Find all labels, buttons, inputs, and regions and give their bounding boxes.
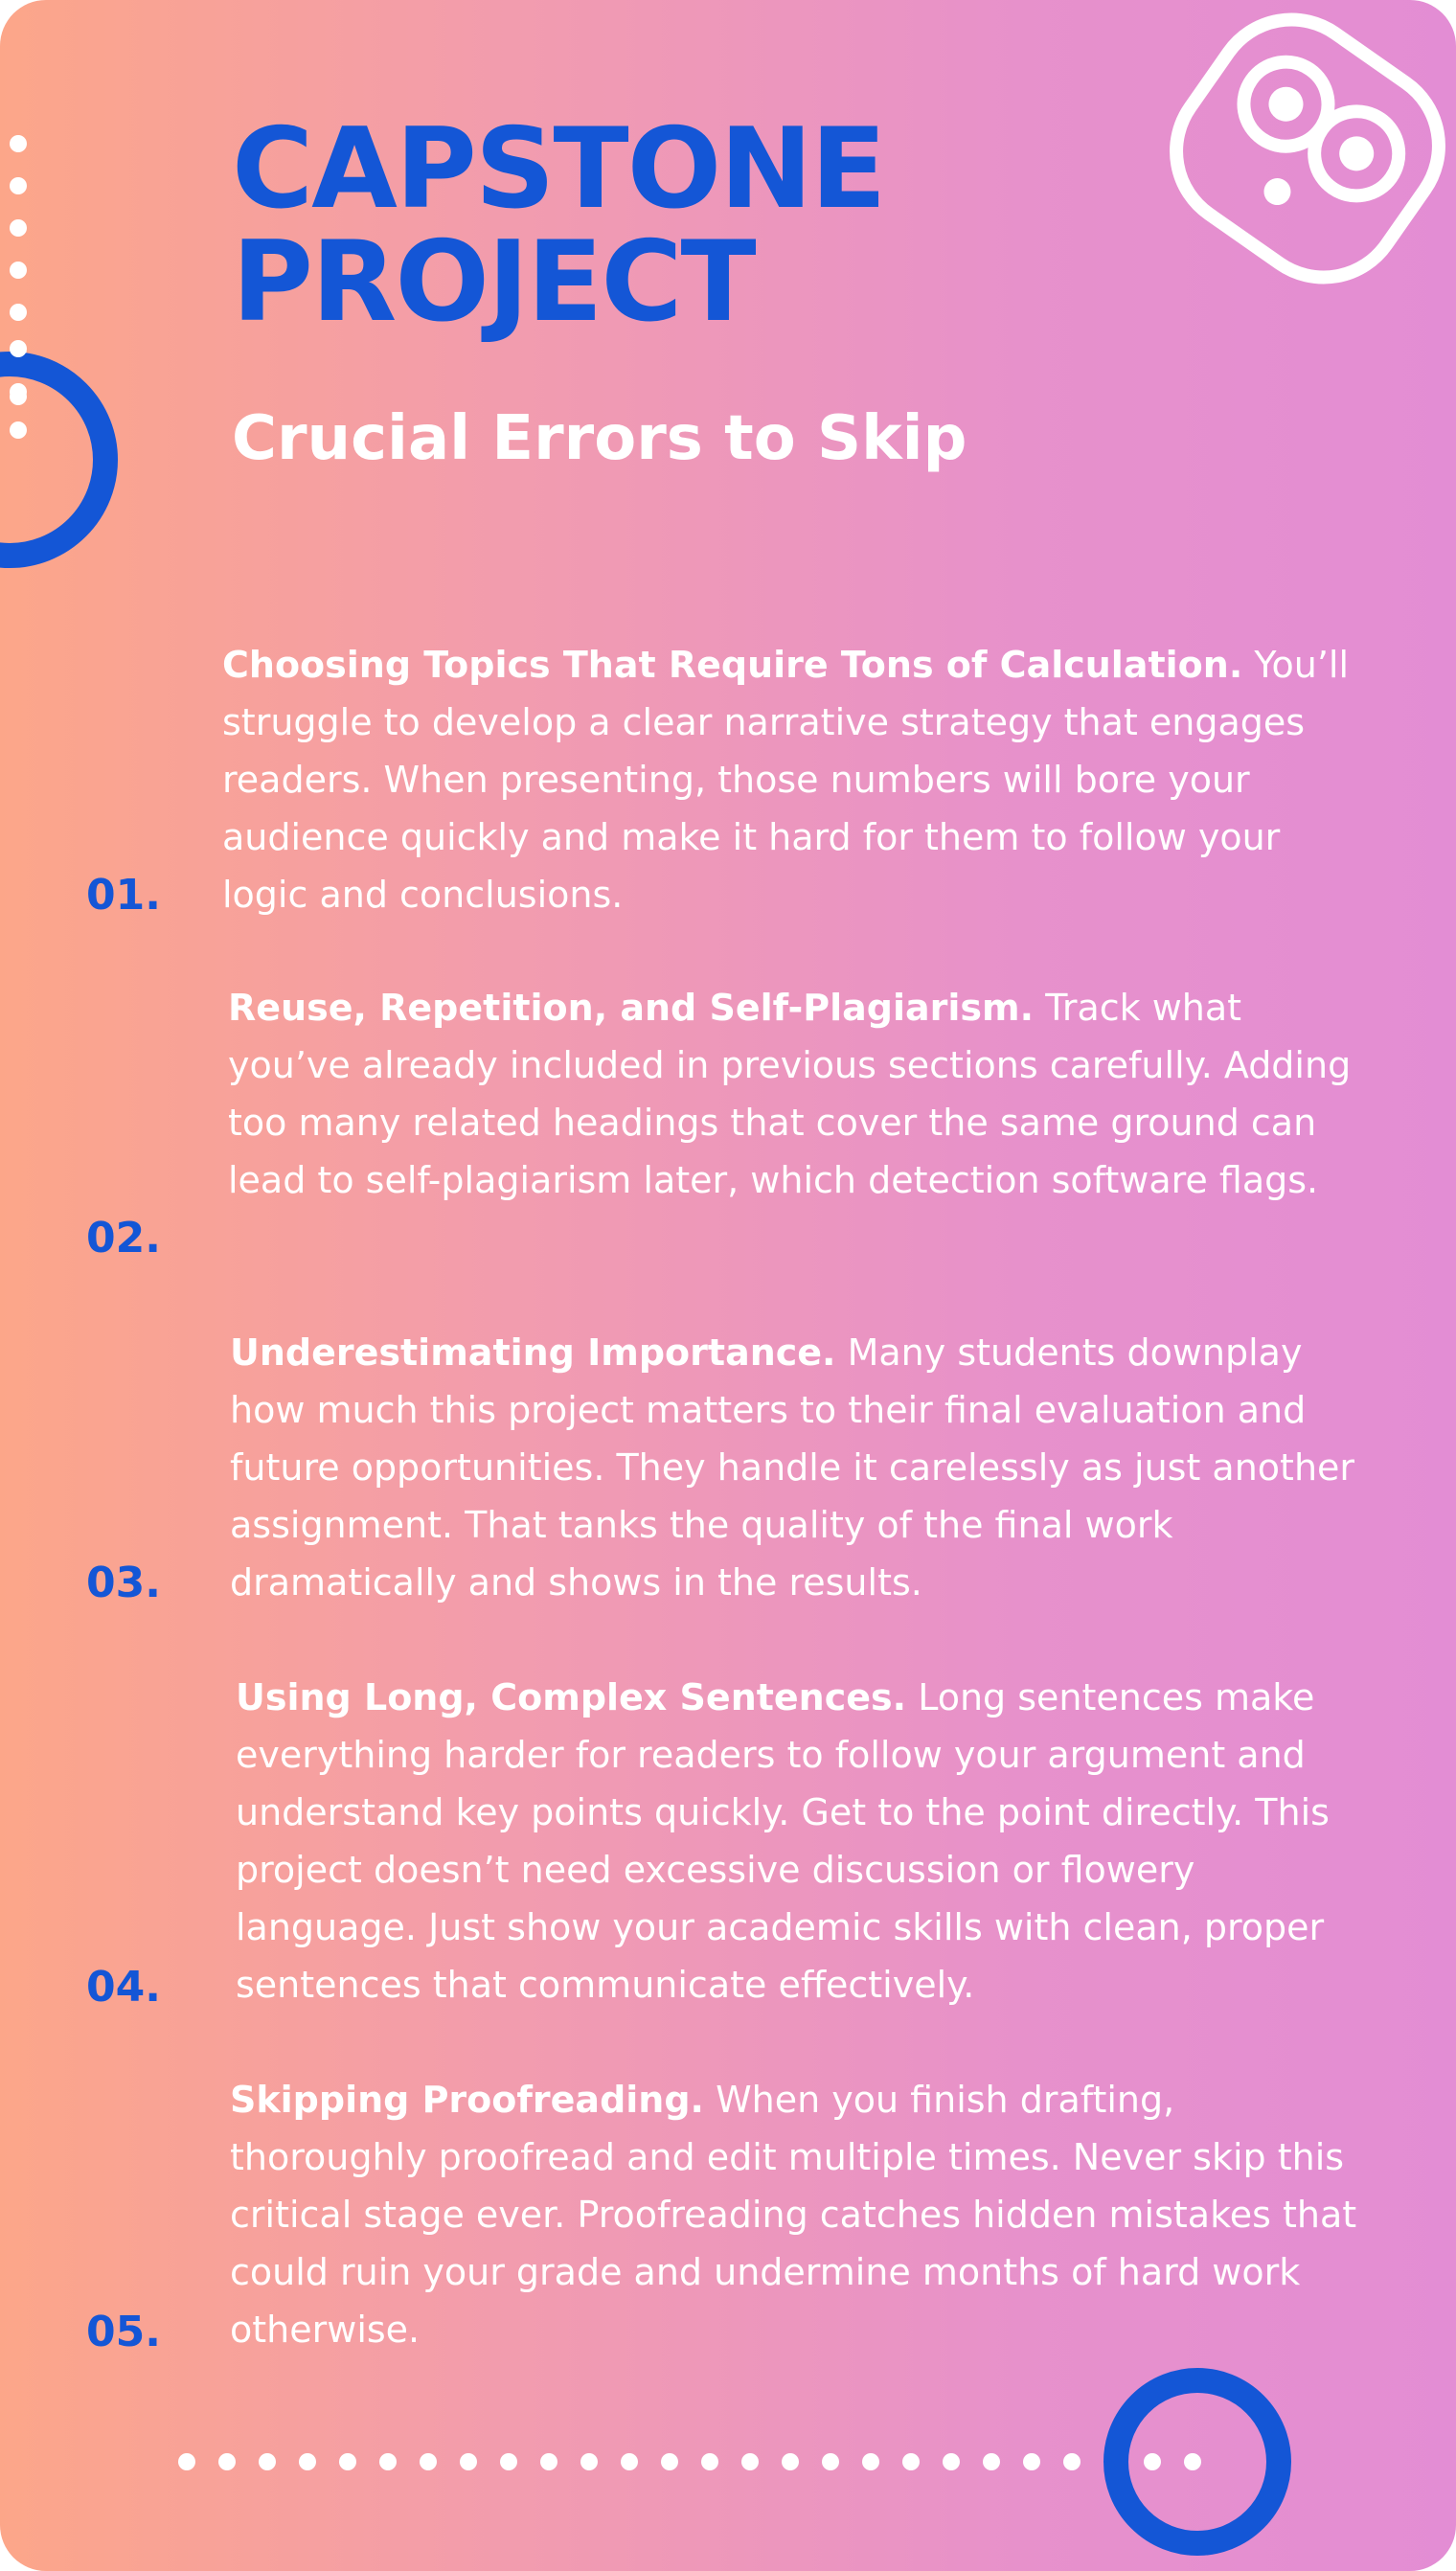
item-number: 03. [86, 1559, 161, 1607]
item-text [236, 1669, 1366, 2014]
page-title [232, 104, 885, 347]
item-body: You’ll struggle to develop a clear narrative strategy that engages readers. When presenting, those numbers will bore your audience quickly and make it hard for them to follow your logic and conclusions. [222, 644, 1350, 916]
page-subtitle: Crucial Errors to Skip [232, 403, 967, 474]
ring-circle-icon [0, 335, 134, 584]
item-heading: Reuse, Repetition, and Self-Plagiarism. [228, 987, 1035, 1029]
title-line-2: PROJECT [232, 217, 755, 347]
item-body: Long sentences make everything harder for readers to follow your argument and understand key points quickly. Get to the point directly. This project doesn’t need excessive discussion or flowery language. Just show your academic skills with clean, proper sentences that communicate effectively. [236, 1676, 1330, 2006]
item-heading: Using Long, Complex Sentences. [236, 1676, 907, 1718]
item-body: Track what you’ve already included in previous sections carefully. Adding too many related headings that cover the same ground can lead to self-plagiarism later, which detection software flags. [228, 987, 1352, 1201]
item-heading: Choosing Topics That Require Tons of Calculation. [222, 644, 1243, 686]
item-number: 02. [86, 1214, 161, 1263]
item-body: Many students downplay how much this project matters to their final evaluation and future opportunities. They handle it carelessly as just another assignment. That tanks the quality of the final work dramatically and shows in the results. [230, 1331, 1355, 1604]
item-number: 01. [86, 871, 161, 920]
item-number: 04. [86, 1963, 161, 2012]
item-heading: Skipping Proofreading. [230, 2079, 704, 2121]
item-text [230, 1324, 1360, 1611]
item-text [230, 2071, 1360, 2358]
ring-circle-icon [1092, 2356, 1303, 2567]
game-controller-icon [1149, 0, 1456, 316]
item-heading: Underestimating Importance. [230, 1331, 836, 1374]
item-body: When you finish drafting, thoroughly proofread and edit multiple times. Never skip this critical stage ever. Proofreading catches hidden mistakes that could ruin your grade and undermine months of hard work otherwise. [230, 2079, 1357, 2351]
title-line-1: CAPSTONE [232, 104, 885, 234]
item-text [222, 636, 1353, 923]
item-number: 05. [86, 2308, 161, 2356]
item-text [228, 979, 1358, 1209]
